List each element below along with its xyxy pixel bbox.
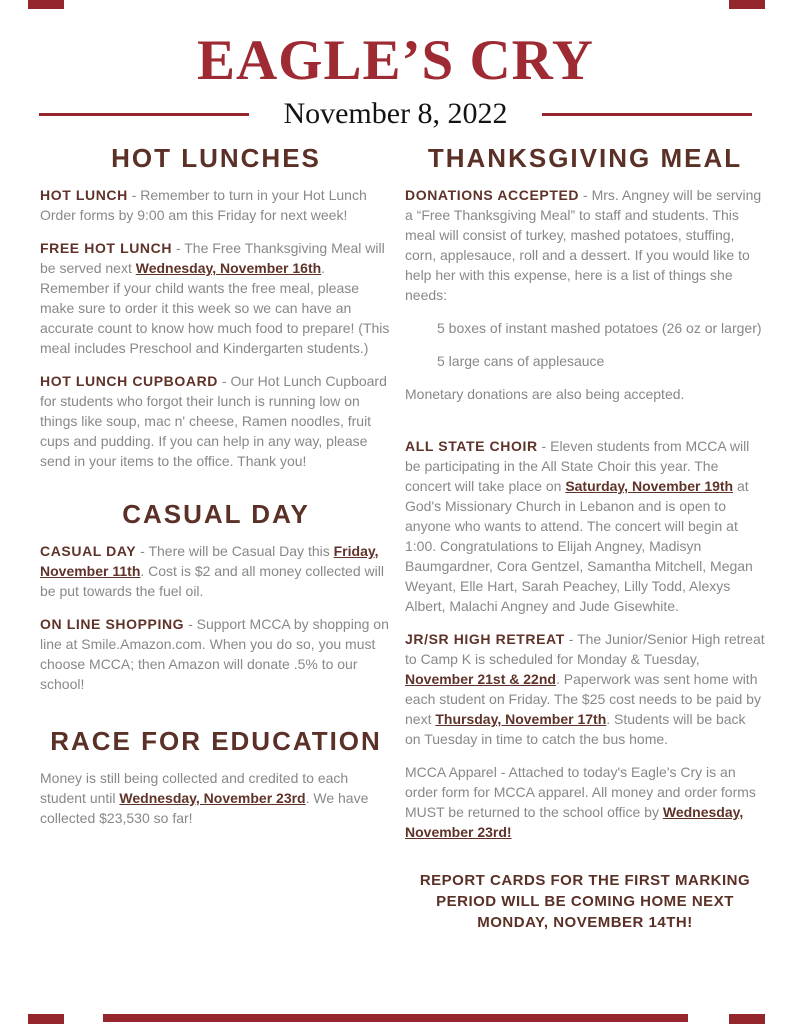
column-left [40, 143, 392, 933]
online-shopping-paragraph [40, 614, 392, 694]
paragraph-text: - Remember to turn in your Hot Lunch Order forms by 9:00 am this Friday for next week! [40, 187, 367, 223]
corner-mark-bottom-left [28, 1014, 64, 1024]
mcca-apparel-paragraph [405, 762, 765, 842]
paragraph-text: - The Free Thanksgiving Meal will be served next [40, 240, 385, 276]
paragraph-text: - Mrs. Angney will be serving a “Free Thanksgiving Meal” to staff and students. This meal will consist of turkey, mashed potatoes, stuffing, corn, applesauce, roll and a dessert. If you would like to help her with this expense, here is a list of things she needs: [405, 187, 762, 303]
issue-date-row [0, 97, 791, 131]
paragraph-text: Money is still being collected and credited to each student until [40, 770, 349, 806]
highlighted-date: November 21st & 22nd [405, 671, 556, 687]
paragraph-text: - The Junior/Senior High retreat to Camp K is scheduled for Monday & Tuesday, [405, 631, 765, 667]
monetary-donations-paragraph: Monetary donations are also being accepted. [405, 386, 685, 402]
paragraph-lead: ON LINE SHOPPING [40, 616, 185, 632]
paragraph-text: . Paperwork was sent home with each student on Friday. The $25 cost needs to be paid by next [405, 671, 761, 727]
paragraph-lead: CASUAL DAY [40, 543, 137, 559]
paragraph-lead: FREE HOT LUNCH [40, 240, 173, 256]
paragraph-text: MCCA Apparel - Attached to today's Eagle's Cry is an order form for MCCA apparel. All money and order forms MUST be returned to the school office by [405, 764, 756, 820]
issue-date: November 8, 2022 [283, 97, 508, 130]
highlighted-date: Wednesday, November 23rd! [405, 804, 744, 840]
highlighted-date: Friday, November 11th [40, 543, 379, 579]
donations-accepted-paragraph [405, 185, 765, 305]
highlighted-date: Wednesday, November 16th [135, 260, 322, 276]
paragraph-text: - Support MCCA by shopping on line at Smile.Amazon.com. When you do so, you must choose MCCA; then Amazon will donate .5% to our school! [40, 616, 389, 692]
section-heading-hot-lunches: HOT LUNCHES [111, 143, 321, 173]
jr-sr-high-retreat-paragraph [405, 629, 765, 749]
casual-day-paragraph [40, 541, 392, 601]
paragraph-lead: HOT LUNCH CUPBOARD [40, 373, 219, 389]
date-rule-right [542, 113, 752, 116]
paragraph-lead: ALL STATE CHOIR [405, 438, 538, 454]
race-for-education-paragraph [40, 768, 392, 828]
paragraph-text: - Our Hot Lunch Cupboard for students who forgot their lunch is running low on things like soup, mac n' cheese, Ramen noodles, fruit cups and pudding. If you can help in any way, please send in your items to the office. Thank you! [40, 373, 387, 469]
free-hot-lunch-paragraph [40, 238, 392, 358]
column-right [405, 143, 765, 933]
paragraph-text: . Students will be back on Tuesday in time to catch the bus home. [405, 711, 746, 747]
corner-mark-top-left [28, 0, 64, 9]
paragraph-lead: DONATIONS ACCEPTED [405, 187, 580, 203]
donation-list-item: 5 large cans of applesauce [437, 353, 605, 369]
hot-lunch-cupboard-paragraph [40, 371, 392, 471]
paragraph-text: . Cost is $2 and all money collected will be put towards the fuel oil. [40, 563, 384, 599]
paragraph-text: - Eleven students from MCCA will be participating in the All State Choir this year. The concert will take place on [405, 438, 750, 494]
content-columns [0, 143, 791, 933]
paragraph-lead: JR/SR HIGH RETREAT [405, 631, 565, 647]
corner-mark-bottom-right [729, 1014, 765, 1024]
newsletter-title: EAGLE’S CRY [197, 29, 594, 92]
section-heading-thanksgiving-meal: THANKSGIVING MEAL [427, 143, 743, 173]
highlighted-date: Thursday, November 17th [435, 711, 607, 727]
section-heading-casual-day: CASUAL DAY [122, 499, 310, 529]
corner-mark-top-right [729, 0, 765, 9]
paragraph-text: at God's Missionary Church in Lebanon and is open to anyone who wants to attend. The concert will begin at 1:00. Congratulations to Elijah Angney, Madisyn Baumgardner, Cora Gentzel, Samantha Mitchell, Megan Weyant, Elle Hart, Sarah Peachey, Lilly Todd, Alexys Albert, Malachi Angney and Jude Gisewhite. [405, 478, 753, 614]
paragraph-text: . We have collected $23,530 so far! [40, 790, 369, 826]
hot-lunch-paragraph [40, 185, 392, 225]
highlighted-date: Wednesday, November 23rd [119, 790, 306, 806]
bottom-rule [103, 1014, 688, 1022]
report-cards-notice: REPORT CARDS FOR THE FIRST MARKING PERIOD WILL BE COMING HOME NEXT MONDAY, NOVEMBER 14TH! [419, 872, 751, 931]
highlighted-date: Saturday, November 19th [565, 478, 734, 494]
section-heading-race-for-education: RACE FOR EDUCATION [50, 726, 382, 756]
all-state-choir-paragraph [405, 436, 765, 616]
date-rule-left [39, 113, 249, 116]
paragraph-text: - There will be Casual Day this [136, 543, 334, 559]
paragraph-lead: HOT LUNCH [40, 187, 128, 203]
donation-list-item: 5 boxes of instant mashed potatoes (26 oz or larger) [437, 320, 762, 336]
paragraph-text: . Remember if your child wants the free meal, please make sure to order it this week so we can have an accurate count to know how much food to prepare! (This meal includes Preschool and Kindergarten students.) [40, 260, 390, 356]
